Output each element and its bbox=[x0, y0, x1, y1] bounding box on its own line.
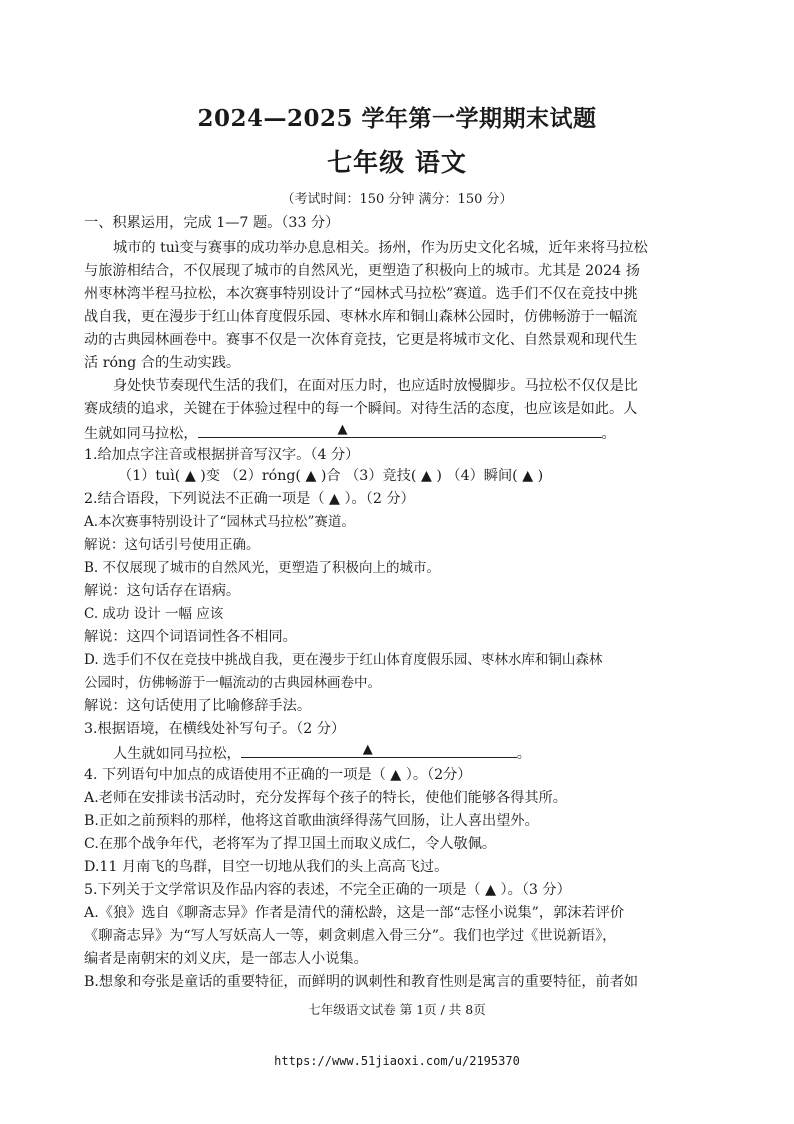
q2-option-b[interactable]: B. 不仅展现了城市的自然风光，更塑造了积极向上的城市。 bbox=[84, 560, 441, 576]
q4-option-a[interactable]: A.老师在安排读书活动时，充分发挥每个孩子的特长，使他们能够各得其所。 bbox=[84, 790, 567, 806]
q1-items[interactable]: （1）tuì( ▲ )变 （2）róng( ▲ )合 （3）竞技( ▲ ) （4）瞬间( ▲ ) bbox=[118, 468, 544, 484]
q5-option-a-cont: 编者是南朝宋的刘义庆，是一部志人小说集。 bbox=[84, 951, 368, 967]
exam-info: （考试时间：150 分钟 满分：150 分） bbox=[281, 192, 513, 207]
passage-line: 身处快节奏现代生活的我们，在面对压力时，也应适时放慢脚步。马拉松不仅仅是比 bbox=[113, 378, 638, 394]
q2-explain-c: 解说：这四个词语词性各不相同。 bbox=[84, 629, 297, 645]
q4-option-c[interactable]: C.在那个战争年代，老将军为了捍卫国土而取义成仁，令人敬佩。 bbox=[84, 836, 497, 852]
answer-blank[interactable] bbox=[198, 423, 602, 438]
q2-explain-d: 解说：这句话使用了比喻修辞手法。 bbox=[84, 698, 312, 714]
passage-line: 战自我，更在漫步于红山体育度假乐园、枣林水库和铜山森林公园时，仿佛畅游于一幅流 bbox=[84, 309, 638, 325]
q3-answer-line bbox=[113, 743, 716, 763]
exam-subtitle: 七年级 语文 bbox=[327, 148, 467, 177]
q2-option-d-cont: 公园时，仿佛畅游于一幅流动的古典园林画卷中。 bbox=[84, 675, 381, 691]
passage-period: 。 bbox=[601, 426, 616, 442]
q4-prompt: 4. 下列语句中加点的成语使用不正确的一项是（ ▲ ）。（2分） bbox=[84, 767, 472, 783]
q3-prompt: 3.根据语境，在横线处补写句子。（2 分） bbox=[84, 721, 346, 737]
blank-marker: ▲ bbox=[337, 422, 348, 437]
q5-option-b[interactable]: B.想象和夸张是童话的重要特征，而鲜明的讽刺性和教育性则是寓言的重要特征，前者如 bbox=[84, 974, 639, 990]
q5-option-a[interactable]: A.《狼》选自《聊斋志异》作者是清代的蒲松龄，这是一部“志怪小说集”，郭沫若评价 bbox=[84, 905, 625, 921]
q4-option-d[interactable]: D.11 月南飞的鸟群，目空一切地从我们的头上高高飞过。 bbox=[84, 859, 449, 875]
section-heading: 一、积累运用，完成 1—7 题。（33 分） bbox=[84, 215, 340, 231]
exam-title: 2024—2025 学年第一学期期末试题 bbox=[197, 105, 597, 132]
q2-option-c[interactable]: C. 成功 设计 一幅 应该 bbox=[84, 606, 224, 622]
q1-prompt: 1.给加点字注音或根据拼音写汉字。（4 分） bbox=[84, 447, 360, 463]
passage-text: 生就如同马拉松， bbox=[84, 426, 198, 442]
q2-prompt: 2.结合语段，下列说法不正确一项是（ ▲ ）。（2 分） bbox=[84, 491, 415, 507]
passage-line: 城市的 tuì变与赛事的成功举办息息相关。扬州，作为历史文化名城，近年来将马拉松 bbox=[113, 240, 648, 256]
page-footer: 七年级语文试卷 第 1页 / 共 8页 bbox=[308, 1002, 486, 1017]
passage-line: 动的古典园林画卷中。赛事不仅是一次体育竞技，它更是将城市文化、自然景观和现代生 bbox=[84, 332, 638, 348]
blank-marker: ▲ bbox=[362, 742, 373, 757]
q5-prompt: 5.下列关于文学常识及作品内容的表述，不完全正确的一项是（ ▲ ）。（3 分） bbox=[84, 882, 571, 898]
passage-line-last bbox=[84, 423, 716, 443]
q2-option-a[interactable]: A.本次赛事特别设计了“园林式马拉松”赛道。 bbox=[84, 514, 355, 530]
q2-option-d[interactable]: D. 选手们不仅在竞技中挑战自我，更在漫步于红山体育度假乐园、枣林水库和铜山森林 bbox=[84, 652, 603, 668]
q4-option-b[interactable]: B.正如之前预料的那样，他将这首歌曲演绎得荡气回肠，让人喜出望外。 bbox=[84, 813, 539, 829]
q3-answer-blank[interactable] bbox=[241, 743, 517, 758]
watermark-url[interactable]: https://www.51jiaoxi.com/u/2195370 bbox=[274, 1054, 520, 1068]
q3-period: 。 bbox=[516, 746, 531, 762]
q2-explain-b: 解说：这句话存在语病。 bbox=[84, 583, 241, 599]
passage-line: 与旅游相结合，不仅展现了城市的自然风光，更塑造了积极向上的城市。尤其是 2024 扬 bbox=[84, 263, 640, 279]
passage-line: 州枣林湾半程马拉松，本次赛事特别设计了“园林式马拉松”赛道。选手们不仅在竞技中挑 bbox=[84, 286, 638, 302]
passage-line: 赛成绩的追求，关键在于体验过程中的每一个瞬间。对待生活的态度，也应该是如此。人 bbox=[84, 401, 638, 417]
q5-option-a-cont: 《聊斋志异》为“写人写妖高人一等，刺贪刺虐入骨三分”。我们也学过《世说新语》， bbox=[84, 928, 617, 944]
q2-explain-a: 解说：这句话引号使用正确。 bbox=[84, 537, 260, 553]
q3-text: 人生就如同马拉松， bbox=[113, 746, 241, 762]
passage-line: 活 róng 合的生动实践。 bbox=[84, 355, 241, 371]
